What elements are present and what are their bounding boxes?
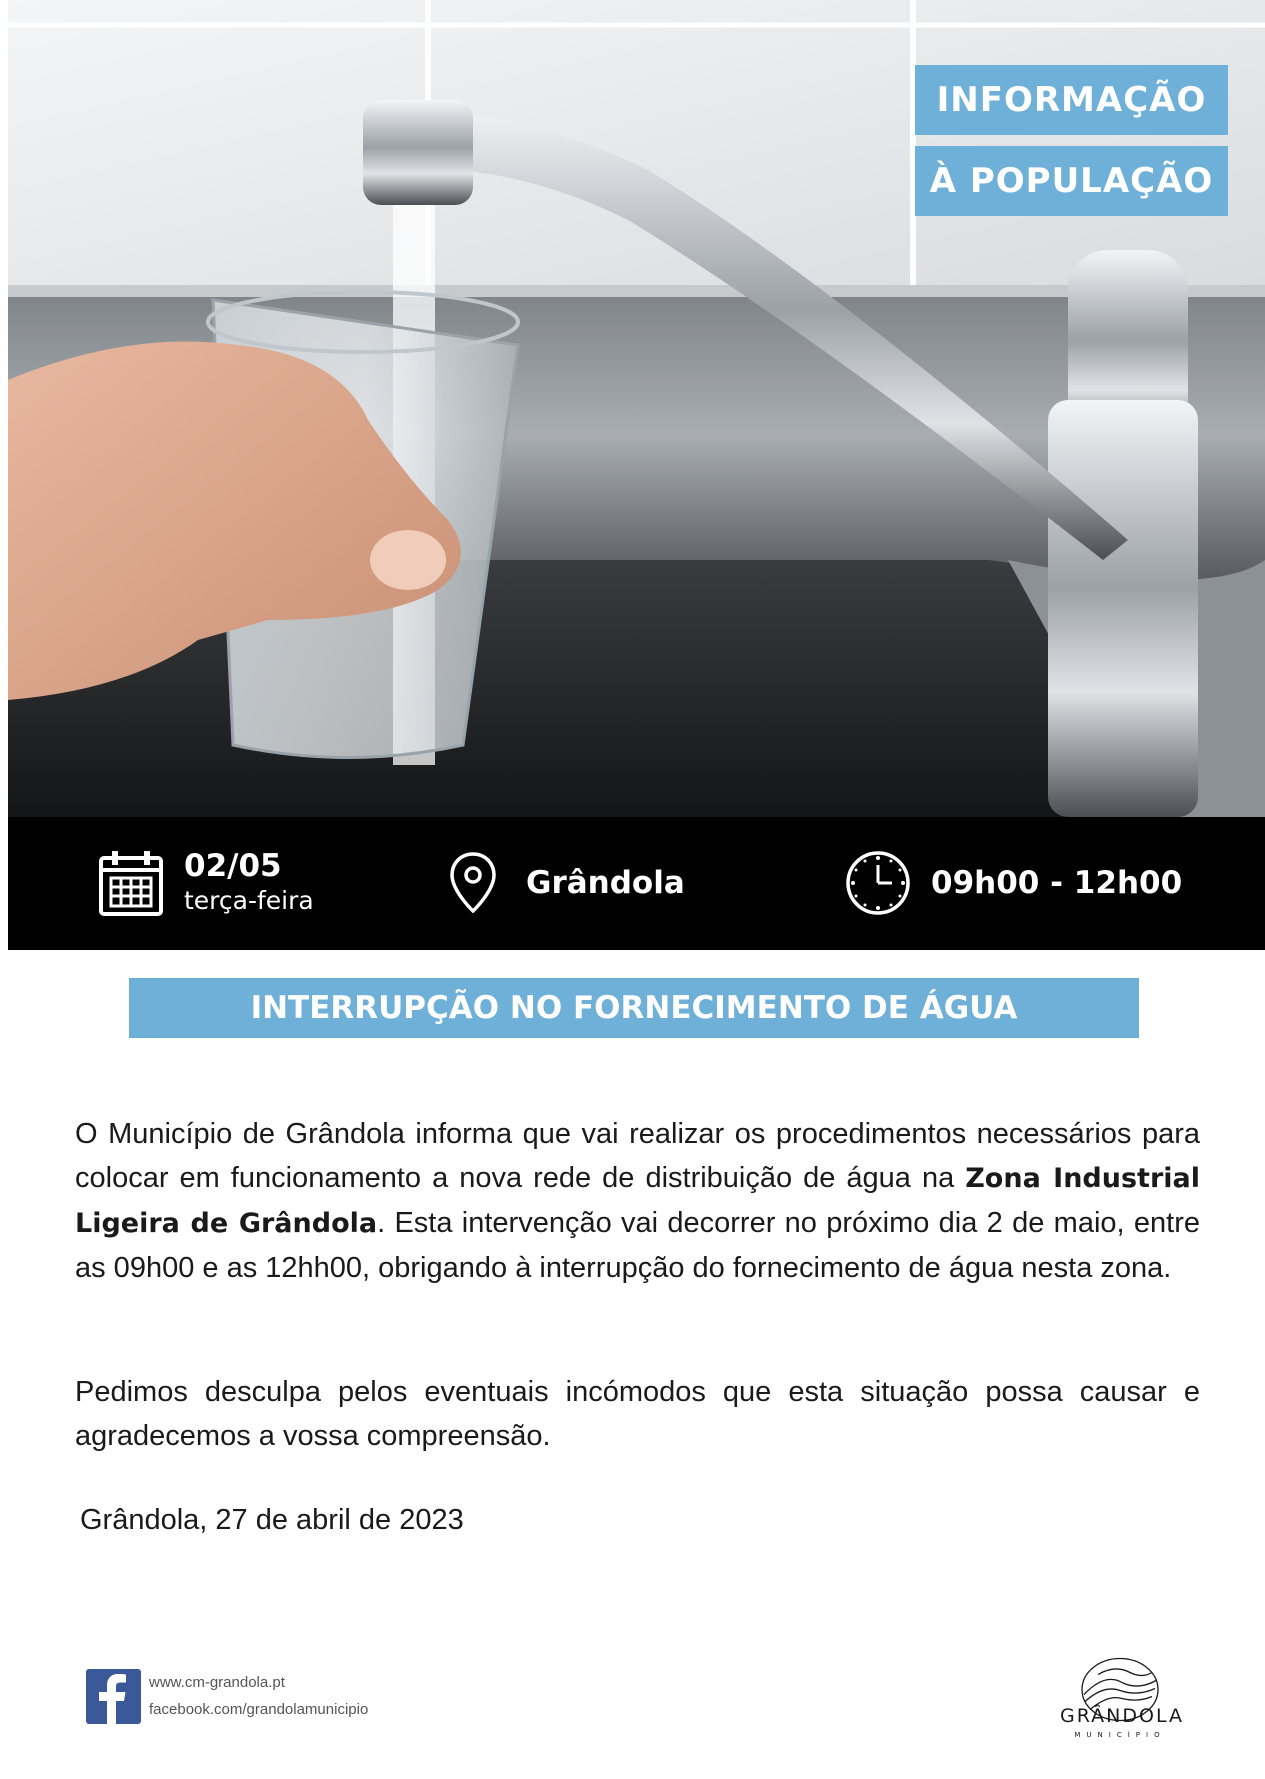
paragraph-1-text-a: O Município de Grândola informa que vai realizar os procedimentos necessários para colocar em funcionamento a nova rede de distribuição de água na [75, 1118, 1200, 1194]
info-tag-line2: À POPULAÇÃO [915, 146, 1228, 216]
notice-paragraph-1 [75, 1112, 1200, 1290]
event-weekday: terça-feira [184, 886, 314, 915]
paragraph-1-text-b: . Esta intervenção vai decorrer no próximo dia 2 de maio, entre as 09h00 e as 12hh00, obrigando à interrupção do fornecimento de água nesta zona. [75, 1207, 1200, 1284]
logo-subtitle: MUNICÍPIO [1074, 1731, 1166, 1739]
facebook-icon[interactable] [86, 1669, 141, 1724]
calendar-icon [96, 845, 166, 921]
logo-wordmark: GRÂNDOLA [1060, 1705, 1184, 1727]
event-place: Grândola [526, 865, 685, 901]
footer-links [149, 1669, 368, 1723]
notice-title: INTERRUPÇÃO NO FORNECIMENTO DE ÁGUA [129, 978, 1139, 1038]
event-location [438, 845, 685, 921]
website-link[interactable]: www.cm-grandola.pt [149, 1674, 285, 1691]
clock-icon [843, 845, 913, 921]
hero-photo [8, 0, 1265, 817]
event-info-bar [8, 817, 1265, 950]
event-time-value: 09h00 - 12h00 [931, 865, 1183, 901]
facebook-link[interactable]: facebook.com/grandolamunicipio [149, 1701, 369, 1718]
notice-paragraph-2: Pedimos desculpa pelos eventuais incómodos que esta situação possa causar e agradecemos a vossa compreensão. [75, 1376, 1200, 1452]
info-tag-line1: INFORMAÇÃO [915, 65, 1228, 135]
location-pin-icon [438, 845, 508, 921]
event-time [843, 845, 1182, 921]
event-date [96, 845, 314, 921]
notice-signoff: Grândola, 27 de abril de 2023 [80, 1504, 464, 1536]
municipality-logo [1060, 1632, 1184, 1747]
event-date-value: 02/05 [184, 848, 282, 884]
paragraph-1-highlight: Zona Industrial Ligeira de Grândola [75, 1163, 1201, 1239]
